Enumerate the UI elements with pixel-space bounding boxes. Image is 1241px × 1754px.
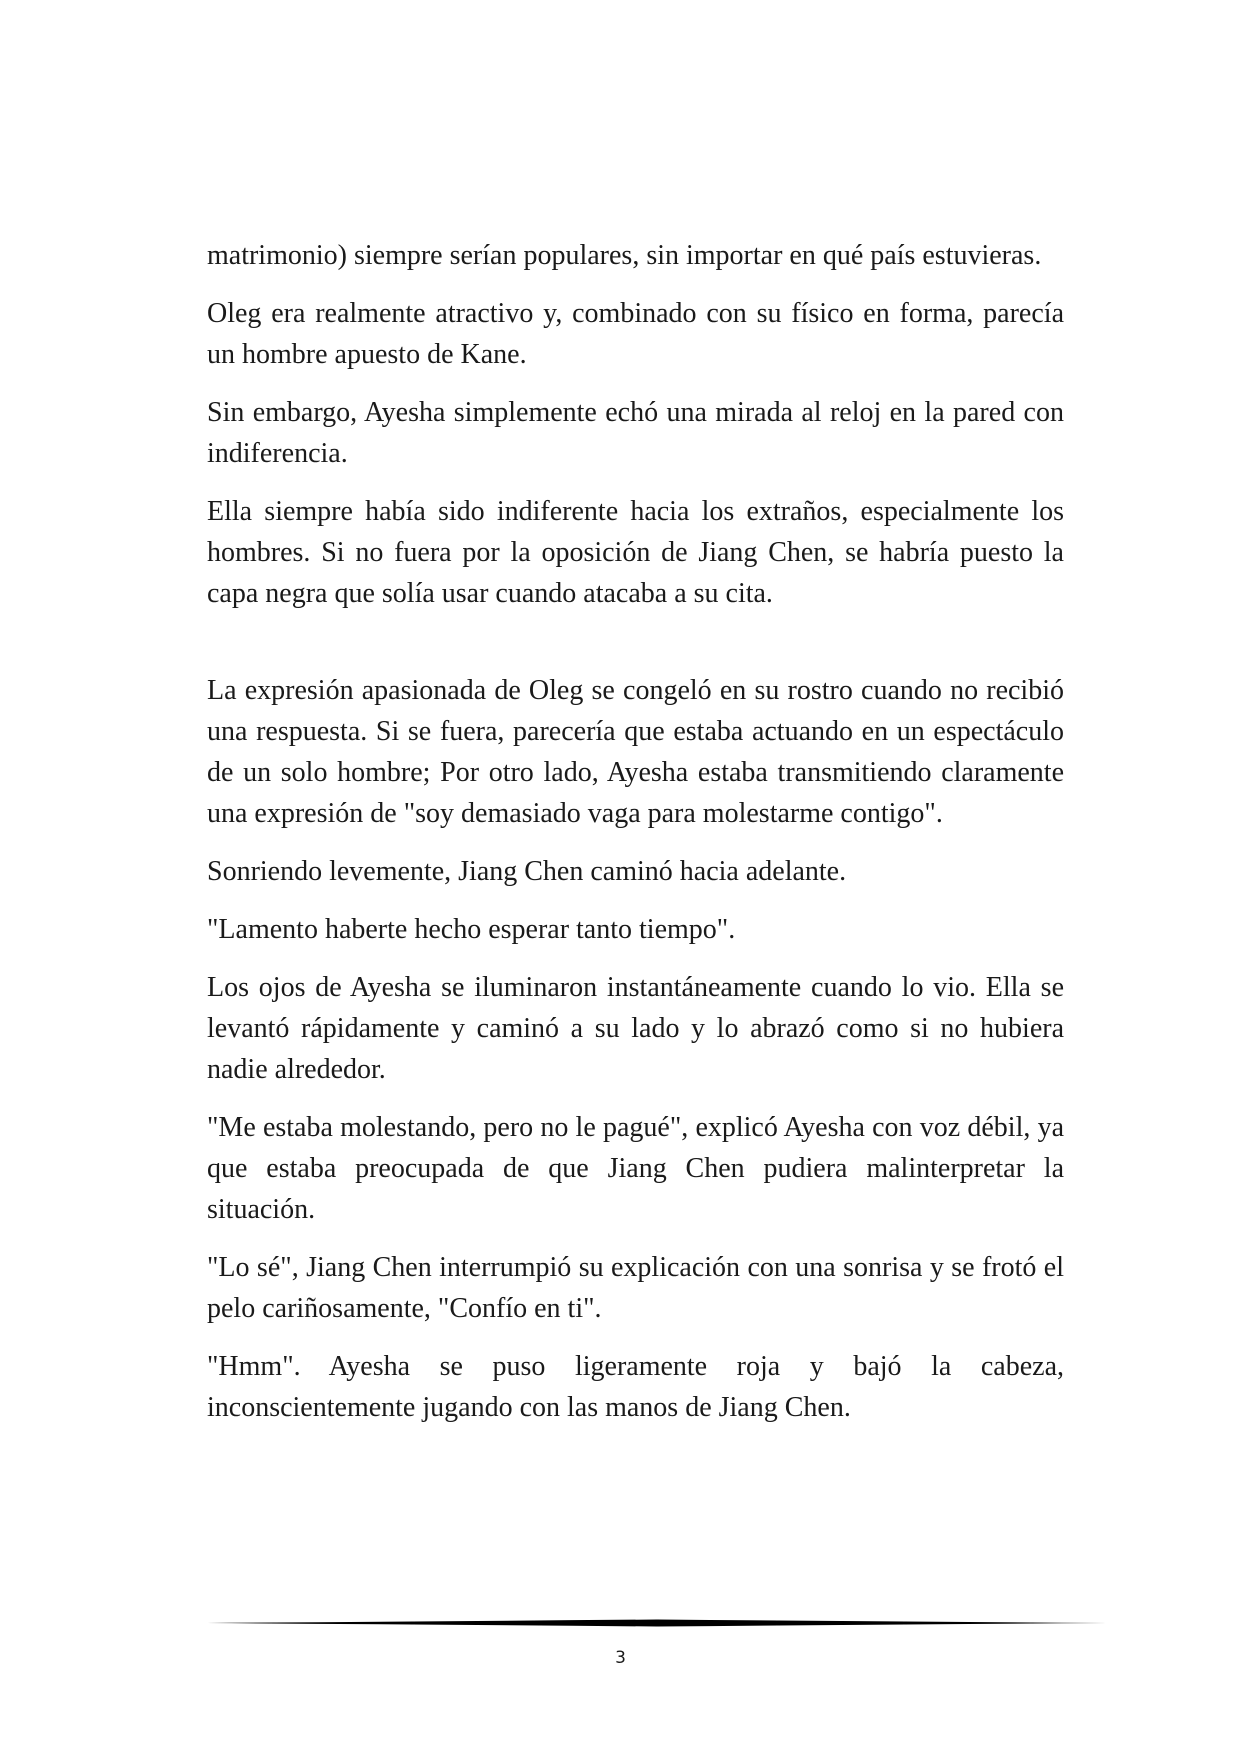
paragraph-6: Sonriendo levemente, Jiang Chen caminó hacia adelante.	[207, 856, 847, 887]
paragraph-2: Oleg era realmente atractivo y, combinado con su físico en forma, parecía un hombre apuesto de Kane.	[207, 298, 1064, 370]
paragraph-5: La expresión apasionada de Oleg se congeló en su rostro cuando no recibió una respuesta. Si se fuera, parecería que estaba actuando en un espectáculo de un solo hombre; Por otro lado, Ayesha estaba transmitiendo claramente una expresión de "soy demasiado vaga para molestarme contigo".	[207, 675, 1064, 829]
paragraph-4: Ella siempre había sido indiferente hacia los extraños, especialmente los hombres. Si no fuera por la oposición de Jiang Chen, se habría puesto la capa negra que solía usar cuando atacaba a su cita.	[207, 496, 1064, 609]
page-number: 3	[615, 1648, 626, 1668]
paragraph-7: "Lamento haberte hecho esperar tanto tiempo".	[207, 914, 736, 945]
footer-divider	[207, 1618, 1107, 1628]
paragraph-3: Sin embargo, Ayesha simplemente echó una mirada al reloj en la pared con indiferencia.	[207, 397, 1064, 469]
paragraph-9: "Me estaba molestando, pero no le pagué", explicó Ayesha con voz débil, ya que estaba preocupada de que Jiang Chen pudiera malinterpretar la situación.	[207, 1112, 1064, 1225]
paragraph-8: Los ojos de Ayesha se iluminaron instantáneamente cuando lo vio. Ella se levantó rápidamente y caminó a su lado y lo abrazó como si no hubiera nadie alrededor.	[207, 972, 1064, 1085]
body-text	[207, 235, 1064, 1445]
paragraph-10: "Lo sé", Jiang Chen interrumpió su explicación con una sonrisa y se frotó el pelo cariñosamente, "Confío en ti".	[207, 1252, 1064, 1324]
paragraph-1: matrimonio) siempre serían populares, sin importar en qué país estuvieras.	[207, 240, 1042, 271]
paragraph-11: "Hmm". Ayesha se puso ligeramente roja y bajó la cabeza, inconscientemente jugando con las manos de Jiang Chen.	[207, 1351, 1064, 1423]
